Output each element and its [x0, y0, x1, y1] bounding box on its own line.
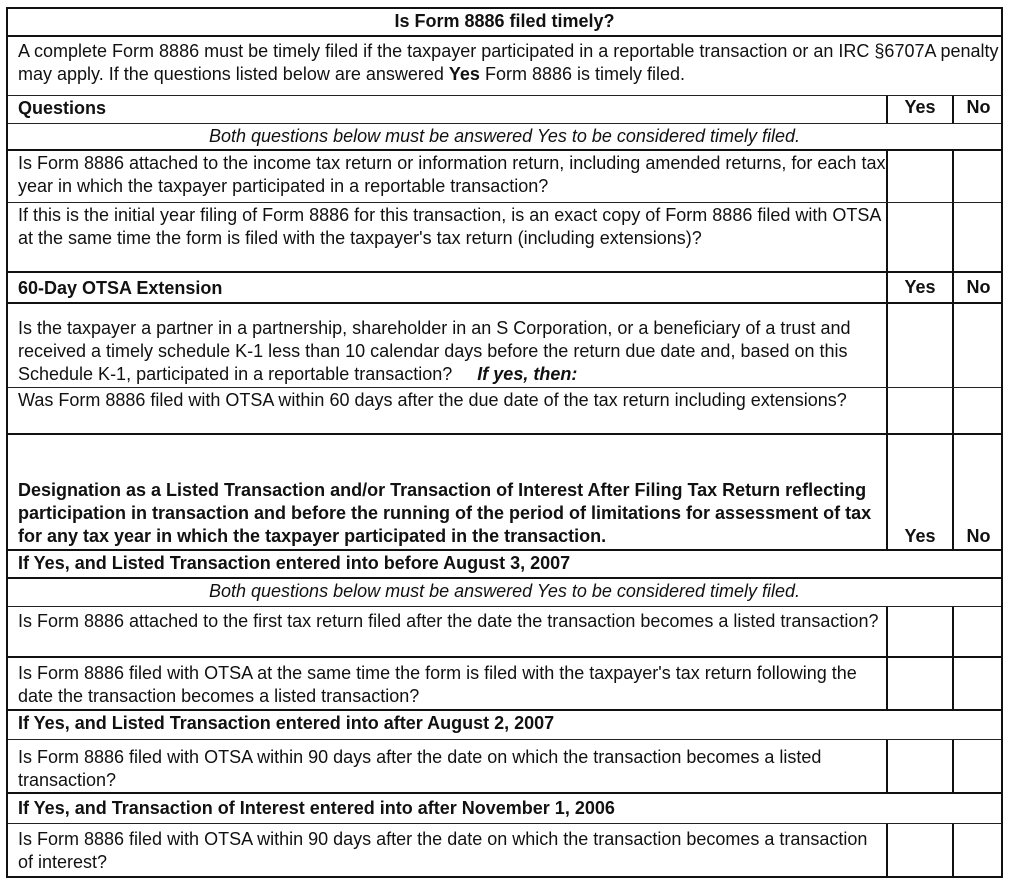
question-text: Is Form 8886 filed with OTSA within 90 days after the date on which the transaction becomes a transaction of interest?	[18, 829, 868, 872]
title-row	[8, 9, 1001, 37]
designation-section-header: Designation as a Listed Transaction and/or Transaction of Interest After Filing Tax Return reflecting participation in transaction and before the running of the period of limitations for assessment of tax for any tax year in which the taxpayer participated in the transaction.	[18, 480, 872, 546]
extension-header-row	[8, 273, 1001, 304]
no-answer-cell[interactable]	[952, 388, 1003, 433]
designation-row	[8, 435, 1001, 551]
before-aug-header-row	[8, 551, 1001, 579]
question-text: Is Form 8886 filed with OTSA at the same time the form is filed with the taxpayer's tax return following the date the transaction becomes a listed transaction?	[18, 663, 857, 706]
question-row-8	[8, 824, 1001, 876]
both-questions-note: Both questions below must be answered Yes to be considered timely filed.	[208, 581, 800, 601]
interest-after-nov-1-2006-header: If Yes, and Transaction of Interest entered into after November 1, 2006	[18, 798, 615, 818]
yes-column-header: Yes	[886, 273, 952, 302]
no-column-header: No	[952, 273, 1003, 302]
both-questions-note: Both questions below must be answered Yes to be considered timely filed.	[208, 126, 800, 146]
if-yes-then-label: If yes, then:	[477, 364, 578, 384]
listed-before-aug-3-2007-header: If Yes, and Listed Transaction entered into before August 3, 2007	[18, 553, 571, 573]
yes-answer-cell[interactable]	[886, 607, 952, 656]
question-row-3	[8, 304, 1001, 388]
no-answer-cell[interactable]	[952, 607, 1003, 656]
question-row-4	[8, 388, 1001, 435]
no-answer-cell[interactable]	[952, 203, 1003, 271]
no-column-header: No	[952, 435, 1003, 549]
question-text: Was Form 8886 filed with OTSA within 60 days after the due date of the tax return including extensions?	[18, 390, 847, 410]
questions-column-header: Questions	[18, 98, 107, 118]
yes-column-header: Yes	[886, 96, 952, 123]
yes-answer-cell[interactable]	[886, 151, 952, 202]
yes-answer-cell[interactable]	[886, 740, 952, 792]
question-text: Is Form 8886 attached to the first tax return filed after the date the transaction becomes a listed transaction?	[18, 611, 879, 631]
yes-answer-cell[interactable]	[886, 304, 952, 387]
question-row-2	[8, 203, 1001, 273]
intro-row	[8, 37, 1001, 96]
no-answer-cell[interactable]	[952, 151, 1003, 202]
question-text: Is Form 8886 filed with OTSA within 90 days after the date on which the transaction becomes a listed transaction?	[18, 747, 822, 790]
no-answer-cell[interactable]	[952, 658, 1003, 709]
question-text: Is Form 8886 attached to the income tax return or information return, including amended returns, for each tax year in which the taxpayer participated in a reportable transaction?	[18, 153, 886, 196]
table-title: Is Form 8886 filed timely?	[394, 11, 615, 31]
no-answer-cell[interactable]	[952, 304, 1003, 387]
extension-section-header: 60-Day OTSA Extension	[18, 277, 223, 298]
yes-answer-cell[interactable]	[886, 388, 952, 433]
note-row	[8, 124, 1001, 151]
intro-text: A complete Form 8886 must be timely filed if the taxpayer participated in a reportable transaction or an IRC §6707A penalty may apply. If the questions listed below are answered Yes Form 8886 is timely filed.	[18, 41, 999, 84]
yes-answer-cell[interactable]	[886, 658, 952, 709]
no-column-header: No	[952, 96, 1003, 123]
form-8886-timeliness-table	[6, 7, 1003, 878]
listed-after-aug-2-2007-header: If Yes, and Listed Transaction entered into after August 2, 2007	[18, 713, 555, 733]
after-aug-header-row	[8, 711, 1001, 740]
questions-header-row	[8, 96, 1001, 124]
question-row-5	[8, 607, 1001, 658]
question-row-7	[8, 740, 1001, 794]
question-text: If this is the initial year filing of Form 8886 for this transaction, is an exact copy of Form 8886 filed with OTSA at the same time the form is filed with the taxpayer's tax return (including extensions)?	[18, 205, 881, 248]
yes-column-header: Yes	[886, 435, 952, 549]
question-row-6	[8, 658, 1001, 711]
note-row	[8, 579, 1001, 607]
no-answer-cell[interactable]	[952, 824, 1003, 876]
question-text: Is the taxpayer a partner in a partnership, shareholder in an S Corporation, or a beneficiary of a trust and received a timely schedule K-1 less than 10 calendar days before the return due date and, based on this Schedule K-1, participated in a reportable transaction? If yes, then:	[18, 318, 851, 384]
no-answer-cell[interactable]	[952, 740, 1003, 792]
yes-answer-cell[interactable]	[886, 203, 952, 271]
yes-answer-cell[interactable]	[886, 824, 952, 876]
interest-header-row	[8, 794, 1001, 824]
intro-bold-yes: Yes	[448, 64, 480, 84]
question-row-1	[8, 151, 1001, 203]
